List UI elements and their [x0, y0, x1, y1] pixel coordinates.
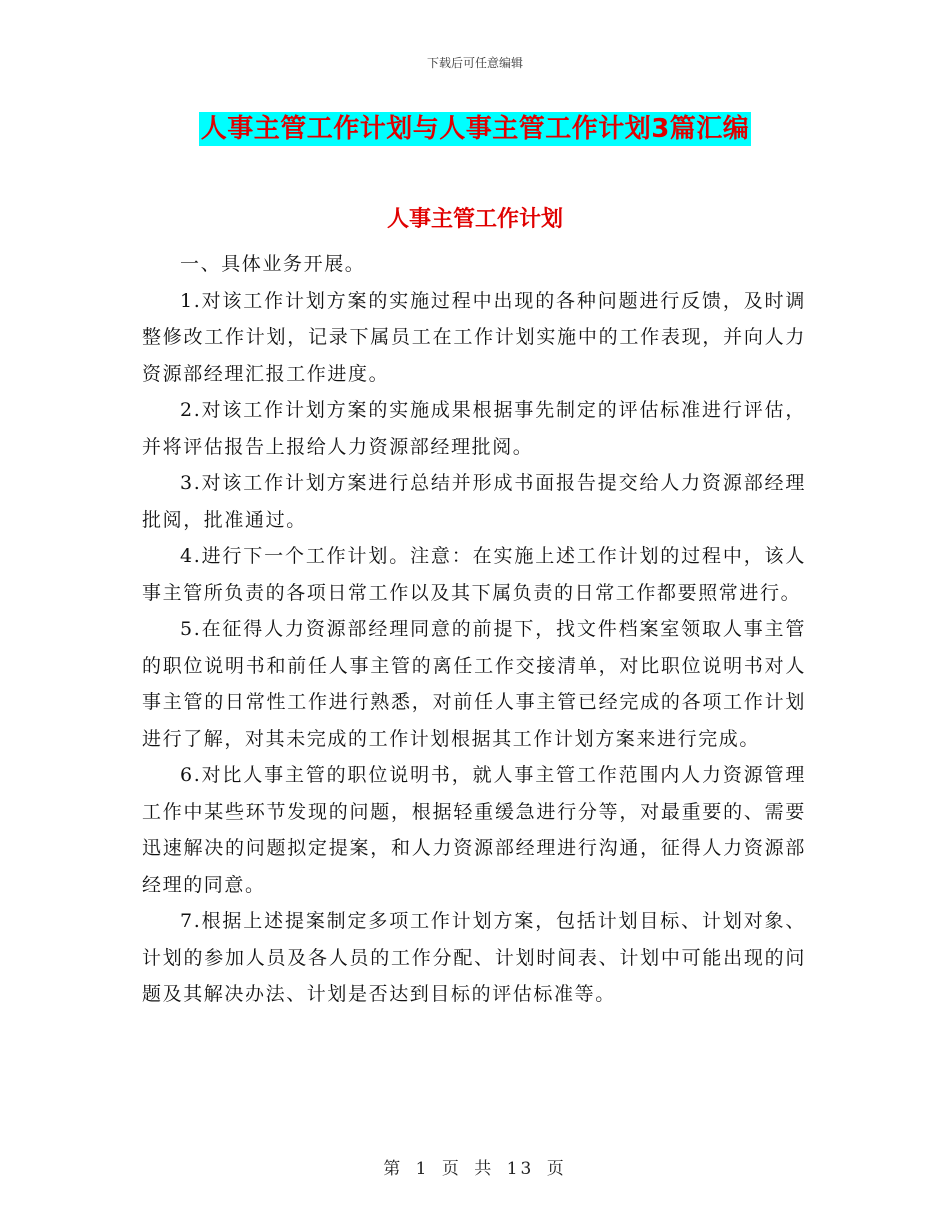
- main-title: 人事主管工作计划与人事主管工作计划3篇汇编: [200, 114, 750, 144]
- paragraph-item-4: 4.进行下一个工作计划。注意：在实施上述工作计划的过程中，该人事主管所负责的各项日常工作以及其下属负责的日常工作都要照常进行。: [142, 545, 806, 604]
- paragraph-item-1: 1.对该工作计划方案的实施过程中出现的各种问题进行反馈，及时调整修改工作计划，记录下属员工在工作计划实施中的工作表现，并向人力资源部经理汇报工作进度。: [142, 289, 806, 385]
- main-title-container: [0, 112, 950, 146]
- document-body: [142, 246, 806, 1013]
- paragraph-item-2: 2.对该工作计划方案的实施成果根据事先制定的评估标准进行评估，并将评估报告上报给人力资源部经理批阅。: [142, 399, 806, 458]
- paragraph-item-6: 6.对比人事主管的职位说明书，就人事主管工作范围内人力资源管理工作中某些环节发现的问题，根据轻重缓急进行分等，对最重要的、需要迅速解决的问题拟定提案，和人力资源部经理进行沟通，征得人力资源部经理的同意。: [142, 764, 806, 896]
- paragraph-heading-1: 一、具体业务开展。: [180, 253, 366, 275]
- paragraph-item-5: 5.在征得人力资源部经理同意的前提下，找文件档案室领取人事主管的职位说明书和前任人事主管的离任工作交接清单，对比职位说明书对人事主管的日常性工作进行熟悉，对前任人事主管已经完成的各项工作计划进行了解，对其未完成的工作计划根据其工作计划方案来进行完成。: [142, 618, 806, 750]
- page-header-note: 下载后可任意编辑: [426, 56, 523, 70]
- section-title: 人事主管工作计划: [386, 207, 563, 232]
- paragraph-item-3: 3.对该工作计划方案进行总结并形成书面报告提交给人力资源部经理批阅，批准通过。: [142, 472, 806, 531]
- page-footer-page-number: 第 1 页 共 13 页: [383, 1159, 567, 1179]
- paragraph-item-7: 7.根据上述提案制定多项工作计划方案，包括计划目标、计划对象、计划的参加人员及各人员的工作分配、计划时间表、计划中可能出现的问题及其解决办法、计划是否达到目标的评估标准等。: [142, 910, 806, 1005]
